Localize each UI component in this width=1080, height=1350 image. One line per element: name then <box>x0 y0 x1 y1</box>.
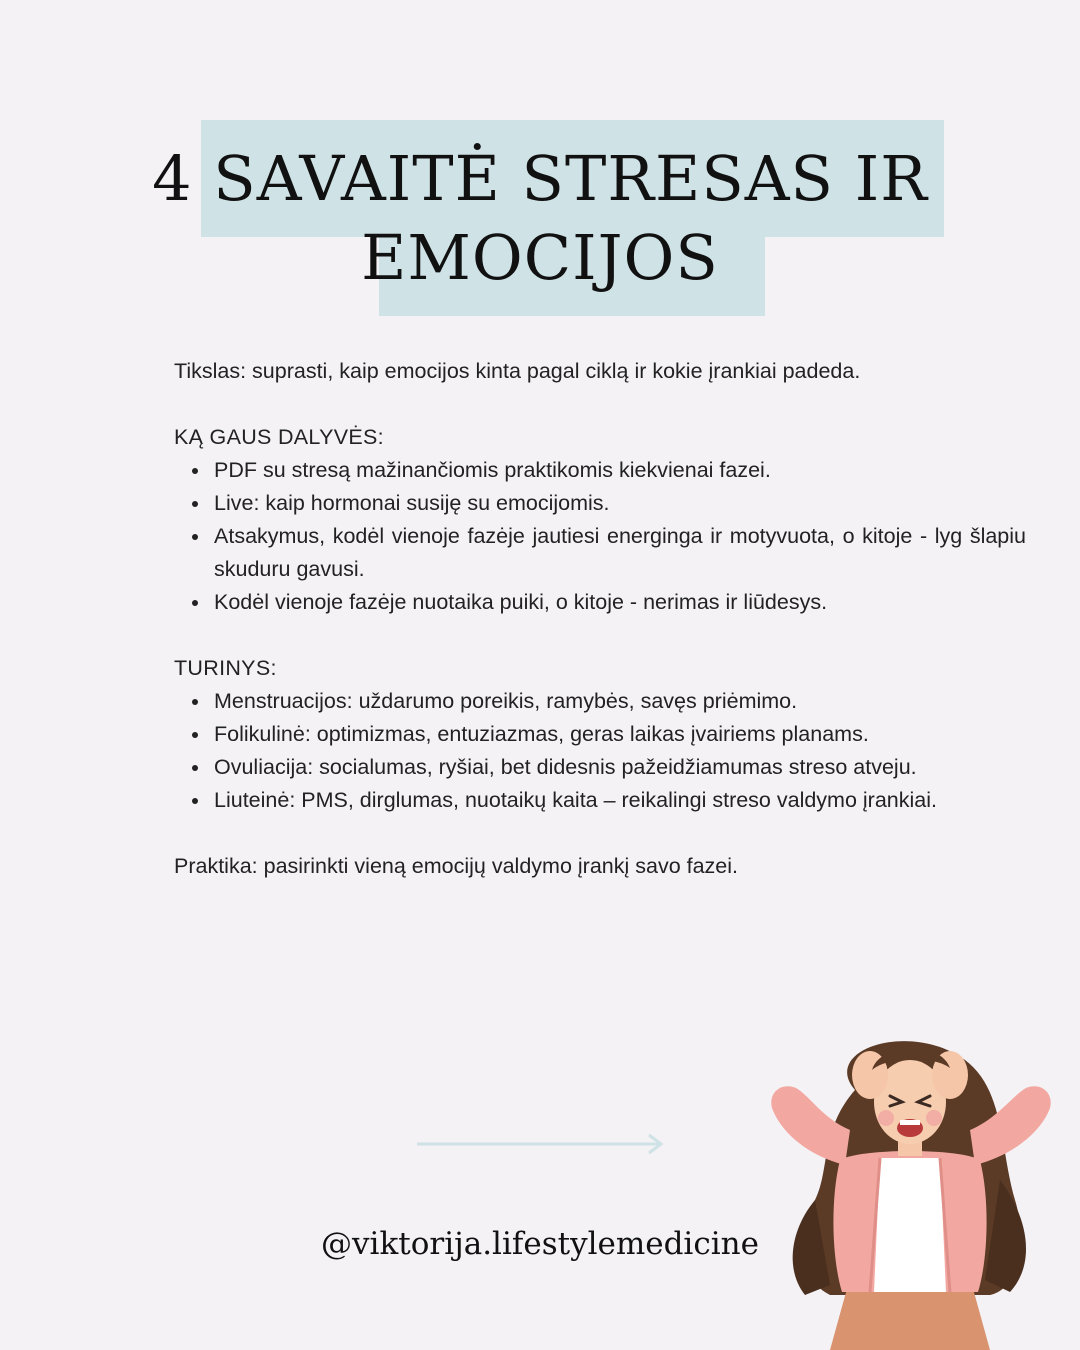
content-list <box>174 685 1026 817</box>
title-block <box>0 120 1080 320</box>
page-title-line-1: 4 SAVAITĖ STRESAS IR <box>152 142 928 215</box>
list-item: Kodėl vienoje fazėje nuotaika puiki, o kitoje - nerimas ir liūdesys. <box>174 586 1026 619</box>
arrow-right-icon <box>417 1133 665 1155</box>
main-content <box>174 355 1026 883</box>
intro-text: Tikslas: suprasti, kaip emocijos kinta pagal ciklą ir kokie įrankiai padeda. <box>174 359 861 383</box>
stressed-woman-illustration <box>760 1030 1060 1350</box>
list-item: Liuteinė: PMS, dirglumas, nuotaikų kaita – reikalingi streso valdymo įrankiai. <box>174 784 1026 817</box>
benefits-list <box>174 454 1026 619</box>
list-item: Menstruacijos: uždarumo poreikis, ramybės, savęs priėmimo. <box>174 685 1026 718</box>
practice-text: Praktika: pasirinkti vieną emocijų valdymo įrankį savo fazei. <box>174 854 739 878</box>
benefits-section <box>174 421 1026 619</box>
list-item: Atsakymus, kodėl vienoje fazėje jautiesi energinga ir motyvuota, o kitoje - lyg šlapiu skuduru gavusi. <box>174 520 1026 586</box>
content-section <box>174 652 1026 817</box>
list-item: Folikulinė: optimizmas, entuziazmas, geras laikas įvairiems planams. <box>174 718 1026 751</box>
list-item: Ovuliacija: socialumas, ryšiai, bet didesnis pažeidžiamumas streso atveju. <box>174 751 1026 784</box>
list-item: Live: kaip hormonai susiję su emocijomis. <box>174 487 1026 520</box>
benefits-heading: KĄ GAUS DALYVĖS: <box>174 425 384 449</box>
list-item: PDF su stresą mažinančiomis praktikomis kiekvienai fazei. <box>174 454 1026 487</box>
social-handle: @viktorija.lifestylemedicine <box>321 1226 759 1262</box>
content-heading: TURINYS: <box>174 656 277 680</box>
page-title-line-2: EMOCIJOS <box>361 221 719 294</box>
